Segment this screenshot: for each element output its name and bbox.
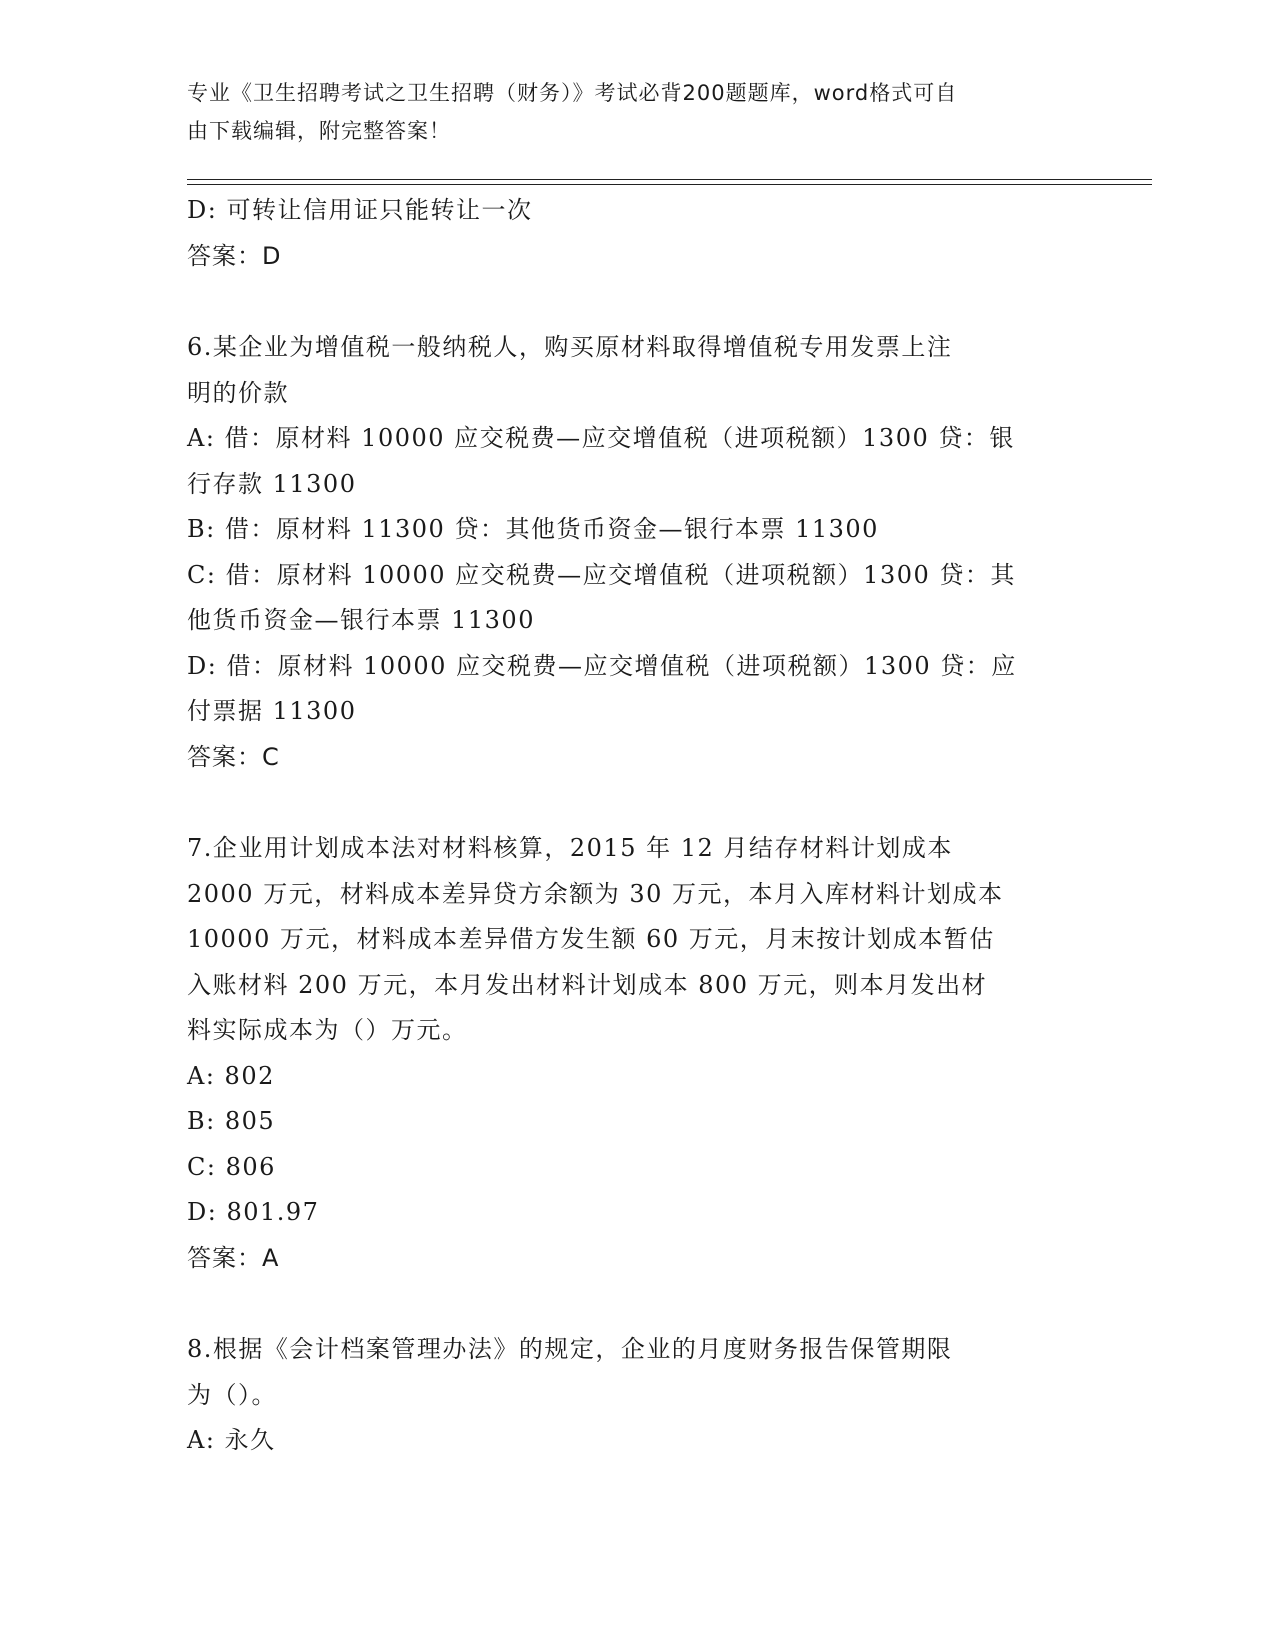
answer: 答案：D (187, 241, 282, 270)
option-d: D: 801.97 (187, 1198, 320, 1226)
option-c: C: 806 (187, 1152, 276, 1181)
answer: 答案：A (187, 1243, 280, 1272)
question-6 (187, 325, 1087, 780)
option-a: A: 永久 (187, 1426, 276, 1454)
answer: 答案：C (187, 742, 280, 771)
spacer (187, 279, 1087, 325)
header-divider-top (187, 179, 1152, 180)
spacer (187, 1281, 1087, 1327)
header-divider-bottom (187, 184, 1152, 185)
option-a: A: 借：原材料 10000 应交税费—应交增值税（进项税额）1300 贷：银 (187, 424, 1015, 452)
question-stem: 为（）。 (187, 1380, 277, 1409)
document-body (187, 188, 1087, 1464)
option-b: B: 805 (187, 1107, 276, 1135)
option-a: 行存款 11300 (187, 469, 357, 498)
option-a: A: 802 (187, 1061, 275, 1090)
question-stem: 料实际成本为（）万元。 (187, 1016, 468, 1044)
question-stem: 8.根据《会计档案管理办法》的规定，企业的月度财务报告保管期限 (187, 1335, 953, 1363)
question-stem: 明的价款 (187, 378, 289, 407)
option-d: 付票据 11300 (187, 697, 357, 725)
header-line-1: 专业《卫生招聘考试之卫生招聘（财务）》考试必背200题题库，word格式可自 (187, 81, 958, 105)
option-c: C: 借：原材料 10000 应交税费—应交增值税（进项税额）1300 贷：其 (187, 560, 1016, 589)
spacer (187, 780, 1087, 826)
question-stem: 入账材料 200 万元，本月发出材料计划成本 800 万元，则本月发出材 (187, 970, 988, 999)
question-stem: 6.某企业为增值税一般纳税人，购买原材料取得增值税专用发票上注 (187, 333, 953, 361)
option-b: B: 借：原材料 11300 贷：其他货币资金—银行本票 11300 (187, 515, 879, 543)
question-stem: 2000 万元，材料成本差异贷方余额为 30 万元，本月入库材料计划成本 (187, 879, 1004, 908)
question-stem: 10000 万元，材料成本差异借方发生额 60 万元，月末按计划成本暂估 (187, 925, 995, 953)
question-5-tail (187, 188, 1087, 279)
question-stem: 7.企业用计划成本法对材料核算，2015 年 12 月结存材料计划成本 (187, 834, 953, 862)
question-7 (187, 826, 1087, 1281)
document-header (187, 74, 1067, 150)
option-d: D: 借：原材料 10000 应交税费—应交增值税（进项税额）1300 贷：应 (187, 651, 1017, 680)
option-d: D: 可转让信用证只能转让一次 (187, 196, 533, 224)
header-line-2: 由下载编辑，附完整答案！ (187, 119, 451, 143)
option-c: 他货币资金—银行本票 11300 (187, 606, 535, 634)
question-8 (187, 1327, 1087, 1464)
